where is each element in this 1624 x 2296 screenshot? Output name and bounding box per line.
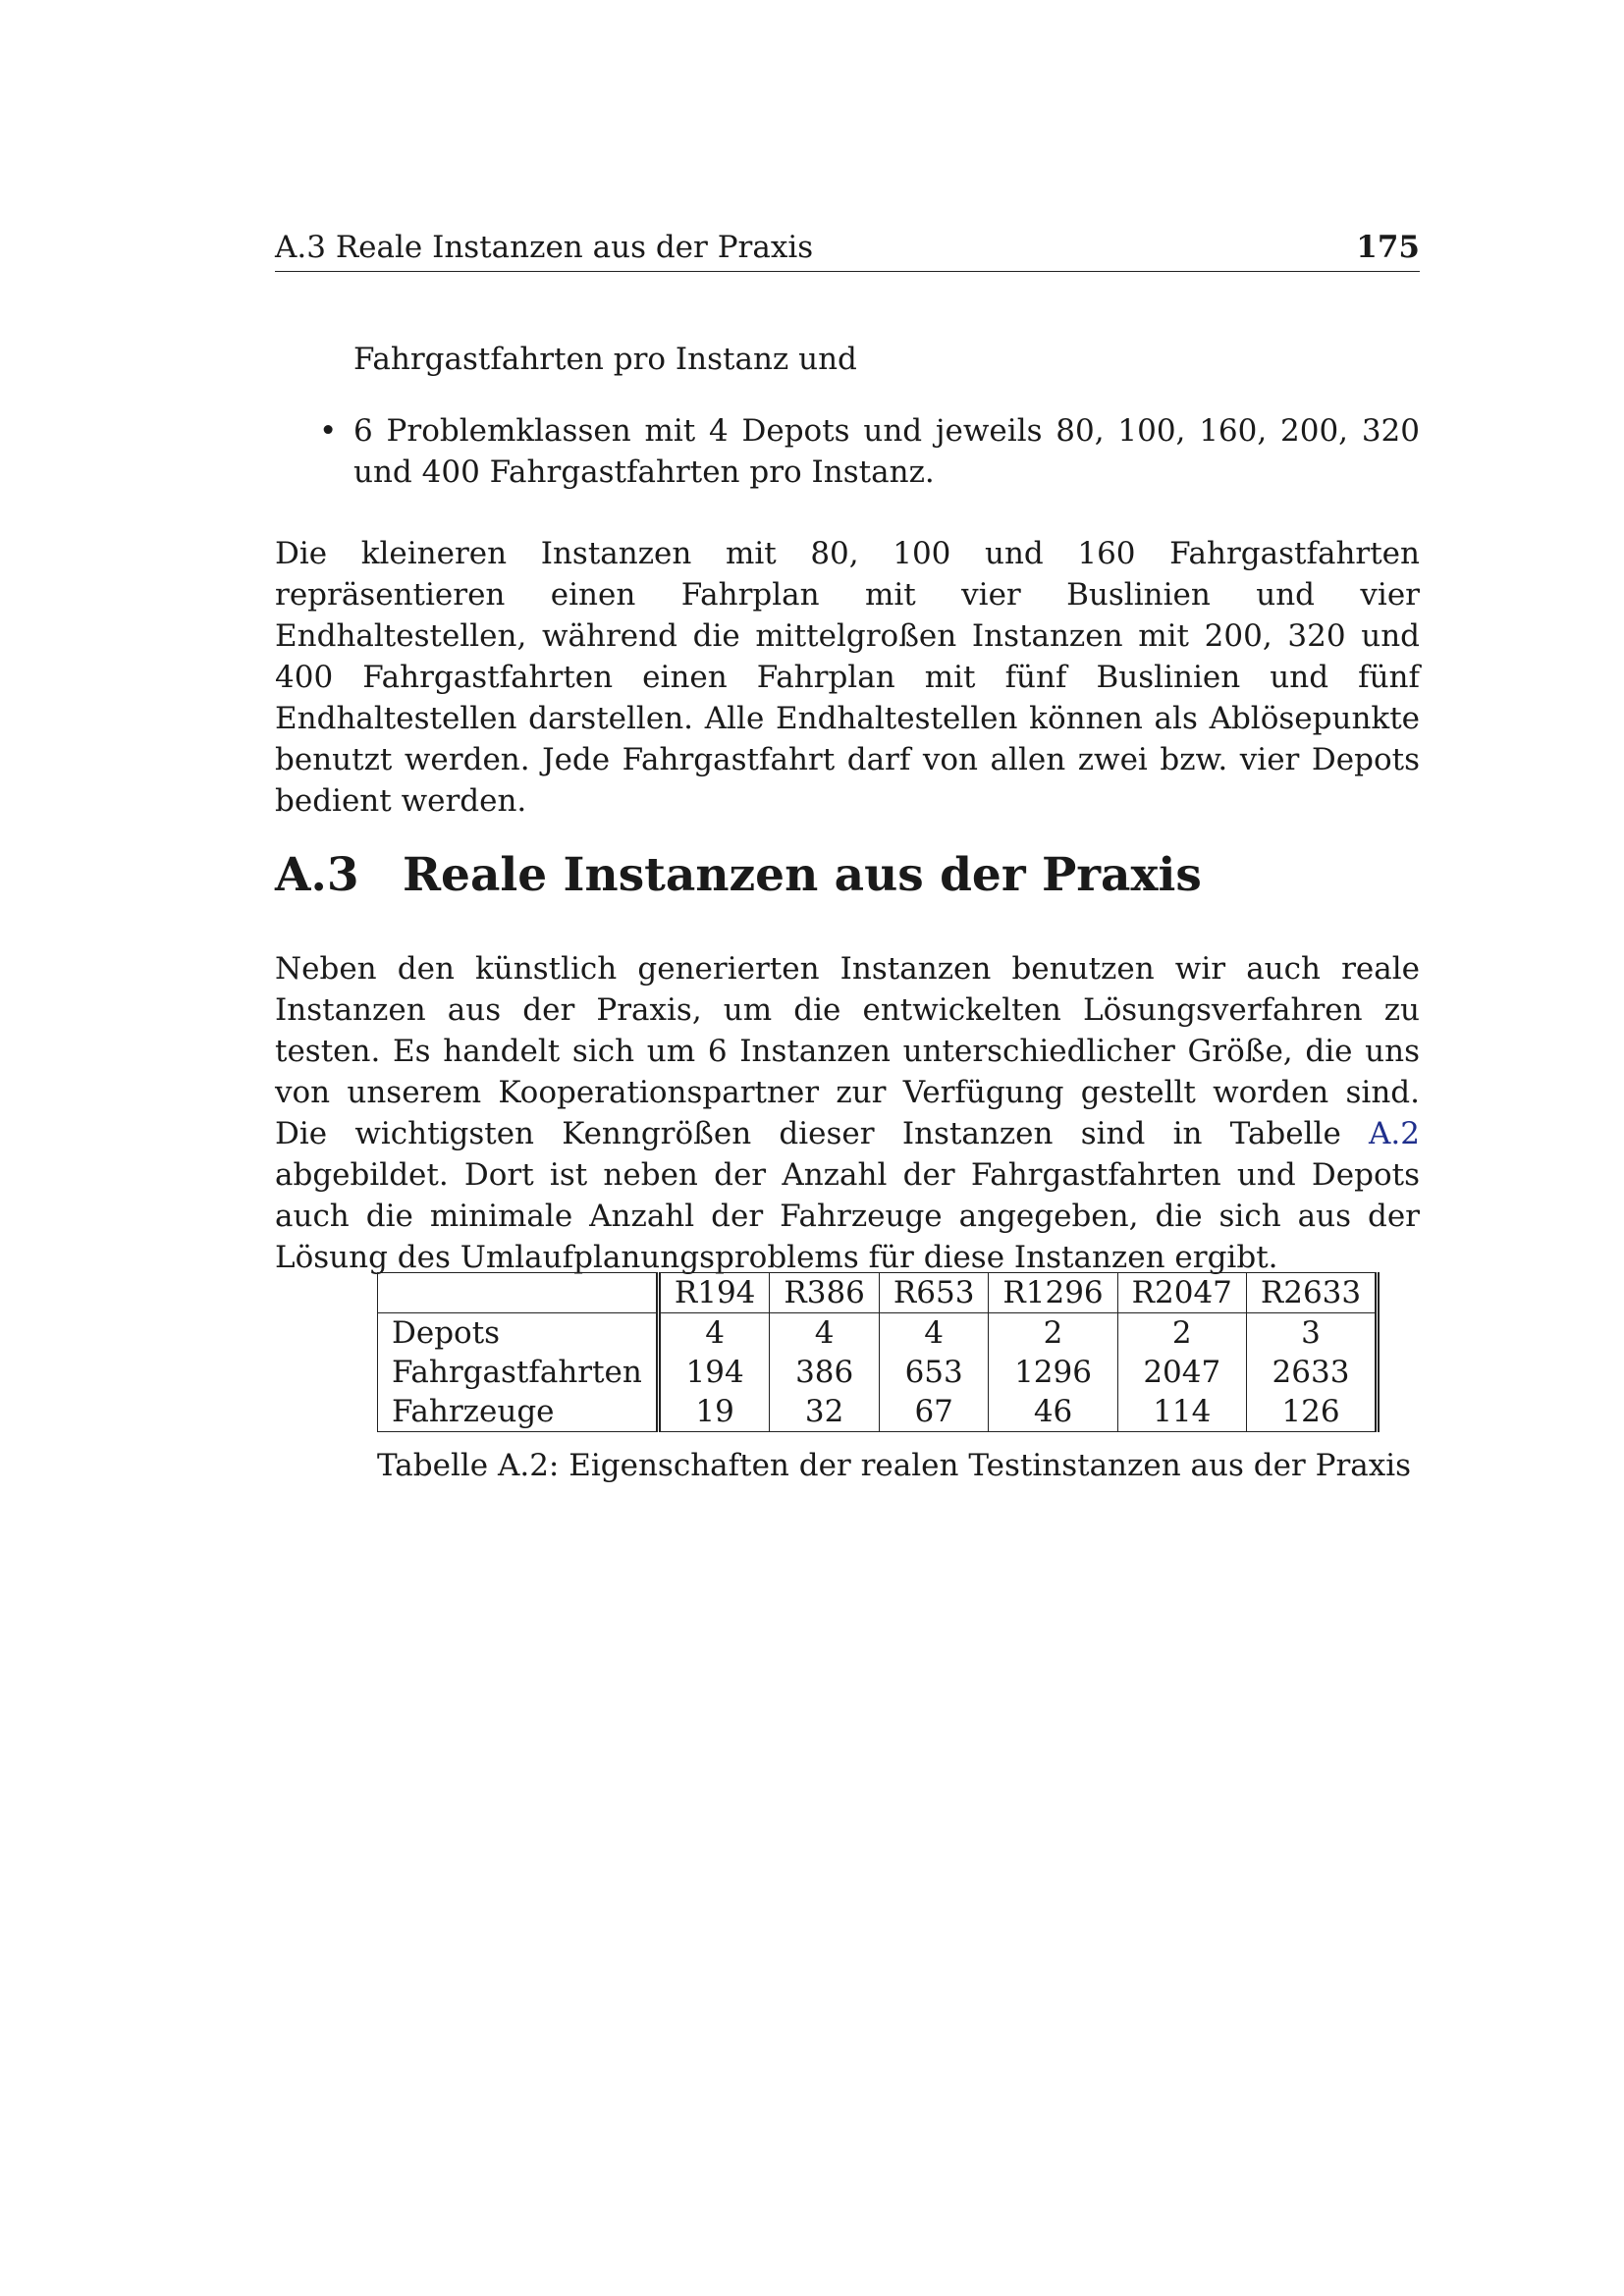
table-row [378,1392,1378,1432]
row-label: Depots [378,1313,659,1354]
section-number: A.3 [275,848,359,902]
running-head-title: A.3 Reale Instanzen aus der Praxis [275,230,814,265]
table-cell: 386 [770,1353,880,1392]
table-cell: 114 [1117,1392,1246,1432]
table-row [378,1353,1378,1392]
column-header: R2047 [1117,1273,1246,1313]
table-cell: 1296 [989,1353,1117,1392]
column-header: R386 [770,1273,880,1313]
bullet-marker: • [319,413,338,449]
row-label: Fahrzeuge [378,1392,659,1432]
section-title: Reale Instanzen aus der Praxis [403,848,1202,902]
properties-table [377,1272,1380,1432]
column-header: R194 [658,1273,770,1313]
table-header-row [378,1273,1378,1313]
table-cell: 19 [658,1392,770,1432]
list-continuation: Fahrgastfahrten pro Instanz und [353,342,857,377]
table-row [378,1313,1378,1354]
table-cell: 653 [879,1353,989,1392]
table-cell: 4 [658,1313,770,1354]
table-cell: 46 [989,1392,1117,1432]
paragraph-text: abgebildet. Dort ist neben der Anzahl der Fahrgastfahrten und Depots auch die minimale Anzahl der Fahrzeuge angegeben, die sich aus der Lösung des Umlaufplanungsproblems für diese Instanzen ergibt. [275,1157,1420,1275]
table-cell: 2 [989,1313,1117,1354]
table-cell: 67 [879,1392,989,1432]
table-caption: Tabelle A.2: Eigenschaften der realen Testinstanzen aus der Praxis [377,1448,1412,1483]
table-cell: 3 [1246,1313,1377,1354]
paragraph: Die kleineren Instanzen mit 80, 100 und 160 Fahrgastfahrten repräsentieren einen Fahrplan mit vier Buslinien und vier Endhaltestellen, während die mittelgroßen Instanzen mit 200, 320 und 400 Fahrgastfahrten einen Fahrplan mit fünf Buslinien und fünf Endhaltestellen darstellen. Alle Endhaltestellen können als Ablösepunkte benutzt werden. Jede Fahrgastfahrt darf von allen zwei bzw. vier Depots bedient werden. [275,536,1420,819]
section-heading [275,846,1420,905]
column-header: R1296 [989,1273,1117,1313]
table-reference-link[interactable]: A.2 [1369,1116,1420,1151]
table-cell: 32 [770,1392,880,1432]
table-cell: 4 [879,1313,989,1354]
paragraph [275,948,1420,1278]
table-cell: 2633 [1246,1353,1377,1392]
list-item [275,410,1420,493]
table-cell: 194 [658,1353,770,1392]
row-label: Fahrgastfahrten [378,1353,659,1392]
table-corner-cell [378,1273,659,1313]
paragraph-text: Neben den künstlich generierten Instanzen benutzen wir auch reale Instanzen aus der Praxis, um die entwickelten Lösungsverfahren zu testen. Es handelt sich um 6 Instanzen unterschiedlicher Größe, die uns von unserem Kooperationspartner zur Verfügung gestellt worden sind. Die wichtigsten Kenngrößen dieser Instanzen sind in Tabelle [275,951,1420,1151]
table-cell: 126 [1246,1392,1377,1432]
column-header: R2633 [1246,1273,1377,1313]
table-cell: 2047 [1117,1353,1246,1392]
running-head [275,228,1420,272]
table-cell: 2 [1117,1313,1246,1354]
column-header: R653 [879,1273,989,1313]
table-cell: 4 [770,1313,880,1354]
list-item-text: 6 Problemklassen mit 4 Depots und jeweils 80, 100, 160, 200, 320 und 400 Fahrgastfahrten pro Instanz. [353,413,1420,490]
page-number: 175 [1356,230,1420,265]
